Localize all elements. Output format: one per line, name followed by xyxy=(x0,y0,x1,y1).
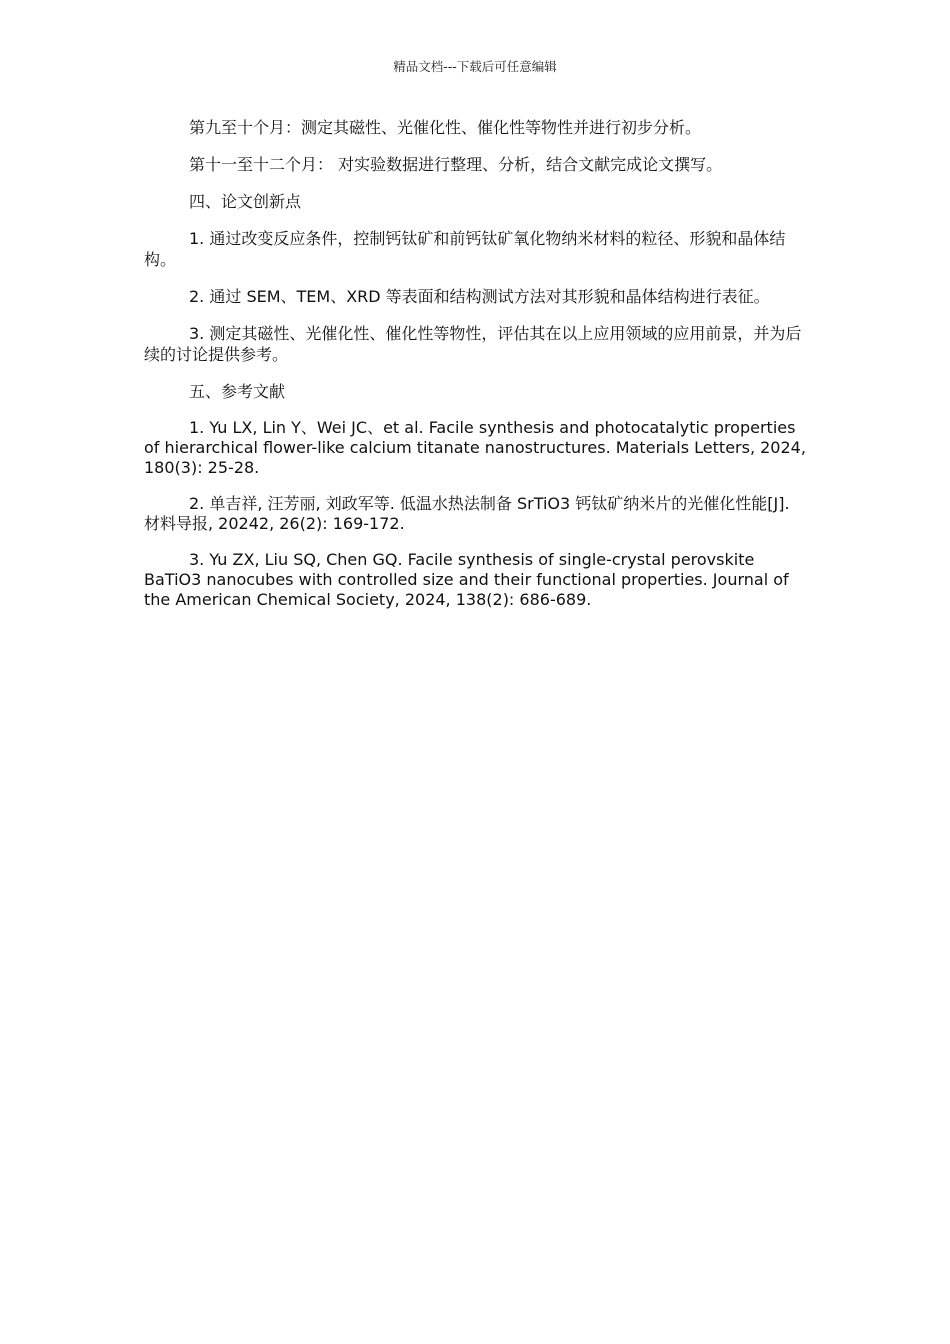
document-body xyxy=(144,117,809,626)
page-header: 精品文档---下载后可任意编辑 xyxy=(393,59,557,74)
innovation-heading: 四、论文创新点 xyxy=(189,192,302,211)
references-heading: 五、参考文献 xyxy=(189,382,286,401)
innovation-item: 3. 测定其磁性、光催化性、催化性等物性，评估其在以上应用领域的应用前景，并为后续的讨论提供参考。 xyxy=(144,324,802,364)
innovation-item: 2. 通过 SEM、TEM、XRD 等表面和结构测试方法对其形貌和晶体结构进行表征。 xyxy=(189,287,770,306)
schedule-months-11-12: 第十一至十二个月： 对实验数据进行整理、分析，结合文献完成论文撰写。 xyxy=(189,155,723,174)
reference-item: 2. 单吉祥, 汪芳丽, 刘政军等. 低温水热法制备 SrTiO3 钙钛矿纳米片的光催化性能[J]. 材料导报, 20242, 26(2): 169-172. xyxy=(144,494,790,533)
reference-item: 1. Yu LX, Lin Y、Wei JC、et al. Facile synthesis and photocatalytic properties of hierarchical flower-like calcium titanate nanostructures. Materials Letters, 2024, 180(3): 25-28. xyxy=(144,418,806,477)
reference-item: 3. Yu ZX, Liu SQ, Chen GQ. Facile synthesis of single-crystal perovskite BaTiO3 nanocubes with controlled size and their functional properties. Journal of the American Chemical Society, 2024, 138(2): 686-689. xyxy=(144,550,789,609)
schedule-months-9-10: 第九至十个月：测定其磁性、光催化性、催化性等物性并进行初步分析。 xyxy=(189,118,702,137)
innovation-item: 1. 通过改变反应条件，控制钙钛矿和前钙钛矿氧化物纳米材料的粒径、形貌和晶体结构。 xyxy=(144,229,786,269)
